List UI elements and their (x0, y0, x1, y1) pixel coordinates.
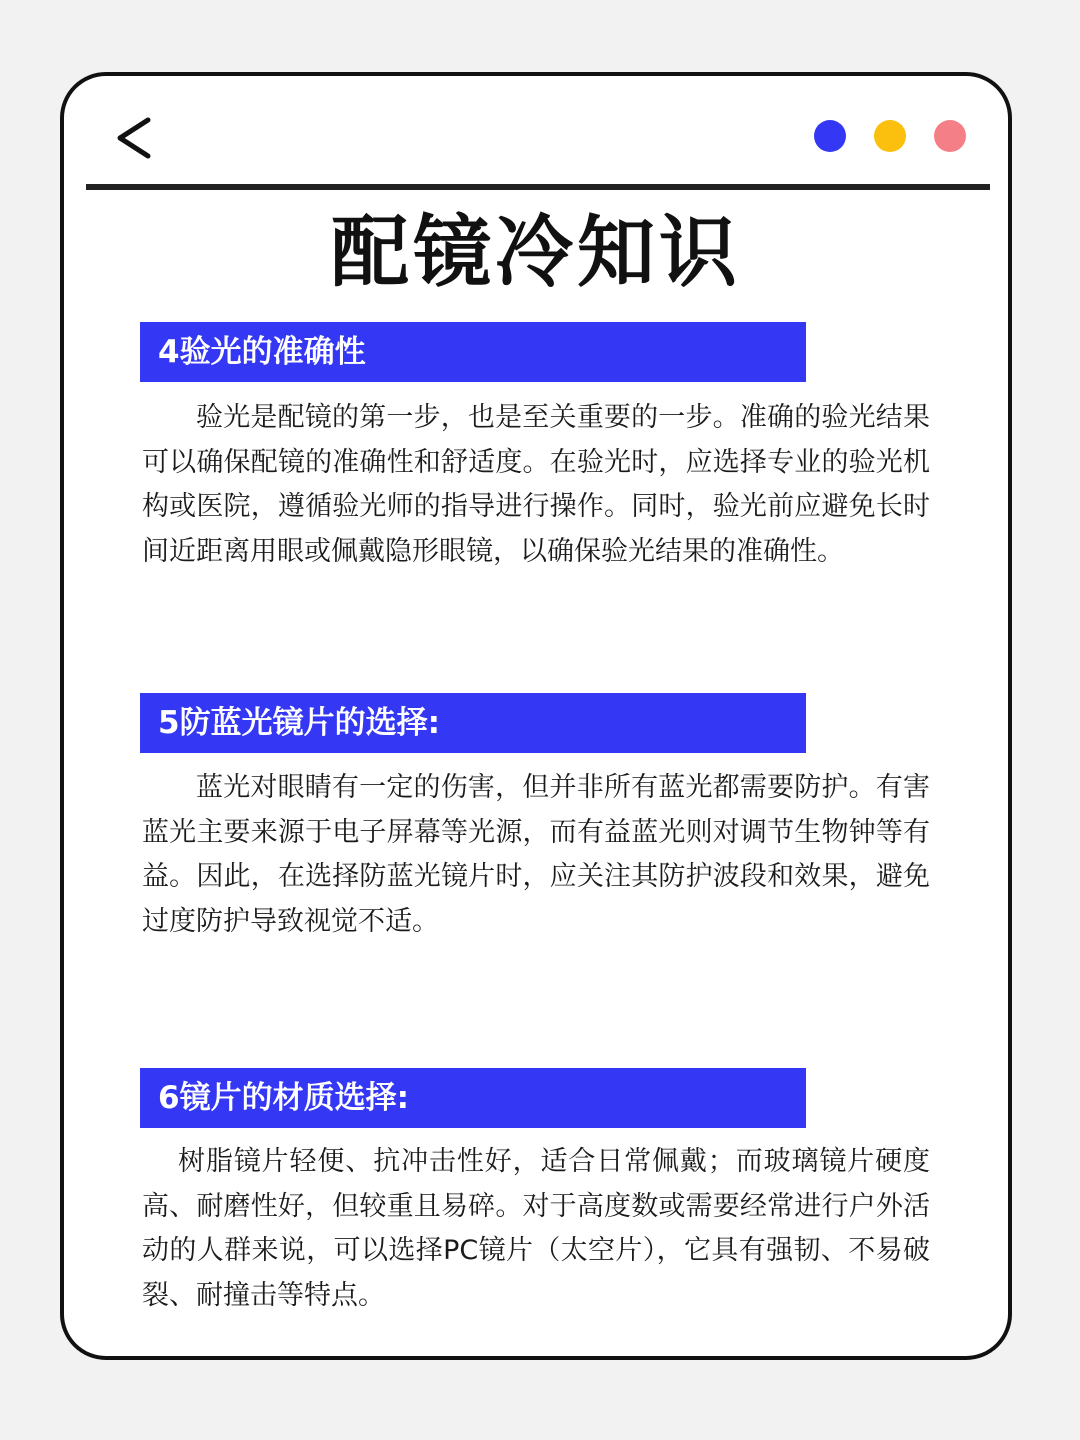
browser-card (60, 72, 1012, 1360)
blue-dot-icon (814, 120, 846, 152)
window-dots (814, 120, 966, 152)
pink-dot-icon (934, 120, 966, 152)
header-divider (86, 184, 990, 190)
section-heading-blue-light: 5防蓝光镜片的选择: (140, 693, 806, 753)
yellow-dot-icon (874, 120, 906, 152)
section-body-refraction: 验光是配镜的第一步，也是至关重要的一步。准确的验光结果可以确保配镜的准确性和舒适度。在验光时，应选择专业的验光机构或医院，遵循验光师的指导进行操作。同时，验光前应避免长时间近距离用眼或佩戴隐形眼镜，以确保验光结果的准确性。 (142, 402, 930, 567)
section-heading-refraction: 4验光的准确性 (140, 322, 806, 382)
section-heading-lens-material: 6镜片的材质选择: (140, 1068, 806, 1128)
section-body-lens-material: 树脂镜片轻便、抗冲击性好，适合日常佩戴；而玻璃镜片硬度高、耐磨性好，但较重且易碎。对于高度数或需要经常进行户外活动的人群来说，可以选择PC镜片（太空片），它具有强韧、不易破裂、耐撞击等特点。 (142, 1146, 930, 1311)
section-body-blue-light: 蓝光对眼睛有一定的伤害，但并非所有蓝光都需要防护。有害蓝光主要来源于电子屏幕等光源，而有益蓝光则对调节生物钟等有益。因此，在选择防蓝光镜片时，应关注其防护波段和效果，避免过度防护导致视觉不适。 (142, 772, 930, 937)
chevron-left-icon[interactable] (112, 114, 156, 162)
page-title: 配镜冷知识 (330, 208, 741, 298)
